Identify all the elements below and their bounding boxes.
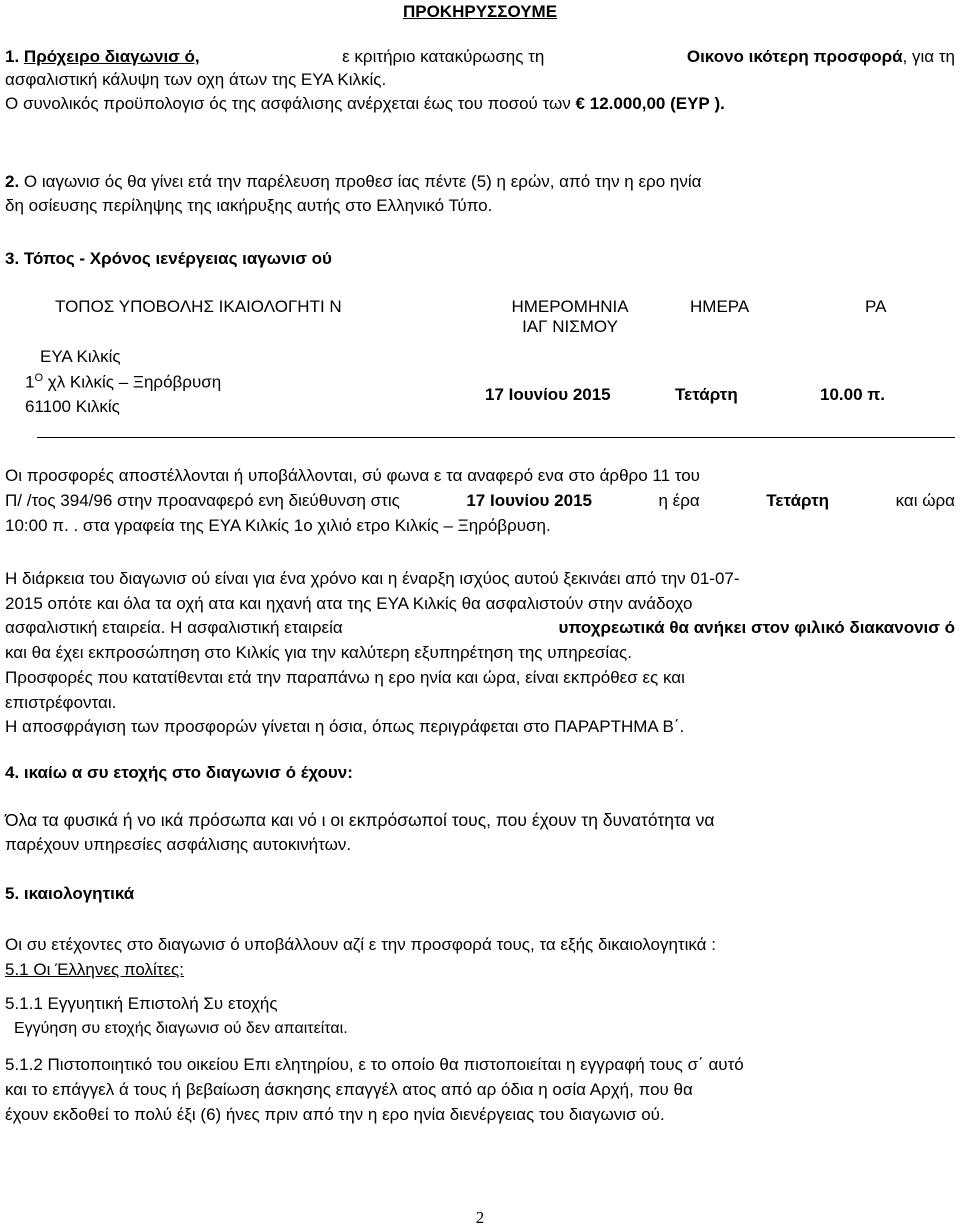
table-place-line-2: $1^O$ χλ Κιλκίς – Ξηρόβρυση [25, 372, 222, 392]
section-4-heading: 4. ικαίω α συ ετοχής στο διαγωνισ ό έχουν: [5, 763, 353, 782]
duration-line-6: επιστρέφονται. [5, 693, 117, 712]
section-5-1-2-line-2: και το επάγγελ ά τους ή βεβαίωση άσκησης επαγγέλ ατος από αρ όδια η οσία Αρχή, που θα [5, 1080, 693, 1099]
section-2-number: 2. [5, 172, 20, 191]
section-1-line-3: Ο συνολικός προϋπολογισ ός της ασφάλισης ανέρχεται έως του ποσού των € 12.000,00 (ΕΥΡ ). [5, 94, 725, 113]
section-5-1-1-text: Εγγύηση συ ετοχής διαγωνισ ού δεν απαιτείται. [14, 1020, 348, 1037]
duration-line-3: ασφαλιστική εταιρεία. Η ασφαλιστική εταιρεία υποχρεωτικά θα ανήκει στον φιλικό διακανονισ ό [5, 618, 955, 637]
duration-line-4: και θα έχει εκπροσώπηση στο Κιλκίς για την καλύτερη εξυπηρέτηση της υπηρεσίας. [5, 643, 632, 662]
section-5-1-2-line-1: 5.1.2 Πιστοποιητικό του οικείου Επι ελητηρίου, ε το οποίο θα πιστοποιείται η εγγραφή τους σ΄ αυτό [5, 1055, 744, 1074]
section-1-procedure: Πρόχειρο διαγωνισ ό, [23, 47, 200, 66]
section-5-1-1-heading: 5.1.1 Εγγυητική Επιστολή Συ ετοχής [5, 994, 278, 1013]
duration-line-2: 2015 οπότε και όλα τα οχή ατα και ηχανή ατα της ΕΥΑ Κιλκίς θα ασφαλιστούν στην ανάδοχο [5, 594, 693, 613]
section-1-line-1: 1. Πρόχειρο διαγωνισ ό, ε κριτήριο κατακύρωσης τη Οικονο ικότερη προσφορά, για τη [5, 47, 955, 66]
section-1-number: 1. [5, 47, 20, 66]
table-time: 10.00 π. [820, 385, 886, 404]
table-header-place: ΤΟΠΟΣ ΥΠΟΒΟΛΗΣ ΙΚΑΙΟΛΟΓΗΤΙ Ν [55, 297, 342, 316]
page-title: ΠΡΟΚΗΡΥΣΣΟΥΜΕ [402, 2, 558, 21]
table-header-date: ΗΜΕΡΟΜΗΝΙΑ ΙΑΓ ΝΙΣΜΟΥ [511, 297, 629, 336]
section-1-budget: 12.000,00 (ΕΥΡ ). [589, 94, 725, 113]
offers-line-1: Οι προσφορές αποστέλλονται ή υποβάλλονται, σύ φωνα ε τα αναφερό ενα στο άρθρο 11 του [5, 466, 700, 485]
section-1-line-2: ασφαλιστική κάλυψη των οχη άτων της ΕΥΑ Κιλκίς. [5, 70, 387, 89]
section-4-line-2: παρέχουν υπηρεσίες ασφάλισης αυτοκινήτων. [5, 835, 352, 854]
section-5-line-1: Οι συ ετέχοντες στο διαγωνισ ό υποβάλλουν αζί ε την προσφορά τους, τα εξής δικαιολογητικά : [5, 935, 716, 954]
offers-line-2: Π/ /τος 394/96 στην προαναφερό ενη διεύθυνση στις 17 Ιουνίου 2015 η έρα Τετάρτη και ώρα [5, 491, 955, 510]
section-4-line-1: Όλα τα φυσικά ή νο ικά πρόσωπα και νό ι οι εκπρόσωποί τους, που έχουν τη δυνατότητα να [5, 810, 715, 830]
section-1-award: Οικονο ικότερη προσφορά [686, 47, 903, 66]
duration-line-7: Η αποσφράγιση των προσφορών γίνεται η όσια, όπως περιγράφεται στο ΠΑΡΑΡΤΗΜΑ Β΄. [5, 717, 685, 736]
offers-day: Τετάρτη [766, 491, 830, 510]
section-3-heading: 3. Τόπος - Χρόνος ιενέργειας ιαγωνισ ού [5, 249, 332, 268]
section-5-1-heading: 5.1 Οι Έλληνες πολίτες: [5, 960, 184, 979]
table-place-line-3: 61100 Κιλκίς [25, 397, 120, 416]
section-5-1-2-line-3: έχουν εκδοθεί το πολύ έξι (6) ήνες πριν από την η ερο ηνία διενέργειας του διαγωνισ ού. [5, 1105, 665, 1124]
offers-line-3: 10:00 π. . στα γραφεία της ΕΥΑ Κιλκίς 1ο χιλιό ετρο Κιλκίς – Ξηρόβρυση. [5, 516, 551, 535]
section-5-heading: 5. ικαιολογητικά [5, 884, 135, 903]
table-place-line-1: ΕΥΑ Κιλκίς [40, 347, 121, 366]
table-header-day: ΗΜΕΡΑ [690, 297, 750, 316]
section-1-criterion: ε κριτήριο κατακύρωσης τη [342, 47, 545, 66]
duration-requirement: υποχρεωτικά θα ανήκει στον φιλικό διακανονισ ό [558, 618, 955, 637]
page-number: 2 [475, 1208, 485, 1227]
table-date: 17 Ιουνίου 2015 [485, 385, 611, 404]
section-2-line-1: 2. Ο ιαγωνισ ός θα γίνει ετά την παρέλευση προθεσ ίας πέντε (5) η ερών, από την η ερο ηνία [5, 172, 702, 191]
euro-sign: € [575, 94, 585, 113]
duration-line-5: Προσφορές που κατατίθενται ετά την παραπάνω η ερο ηνία και ώρα, είναι εκπρόθεσ ες και [5, 668, 685, 687]
table-day: Τετάρτη [675, 385, 738, 404]
section-2-line-2: δη οσίευσης περίληψης της ιακήρυξης αυτής στο Ελληνικό Τύπο. [5, 196, 493, 215]
offers-date: 17 Ιουνίου 2015 [466, 491, 592, 510]
duration-line-1: Η διάρκεια του διαγωνισ ού είναι για ένα χρόνο και η έναρξη ισχύος αυτού ξεκινάει από την 01-07- [5, 569, 740, 588]
table-header-hour: ΡΑ [865, 297, 887, 316]
